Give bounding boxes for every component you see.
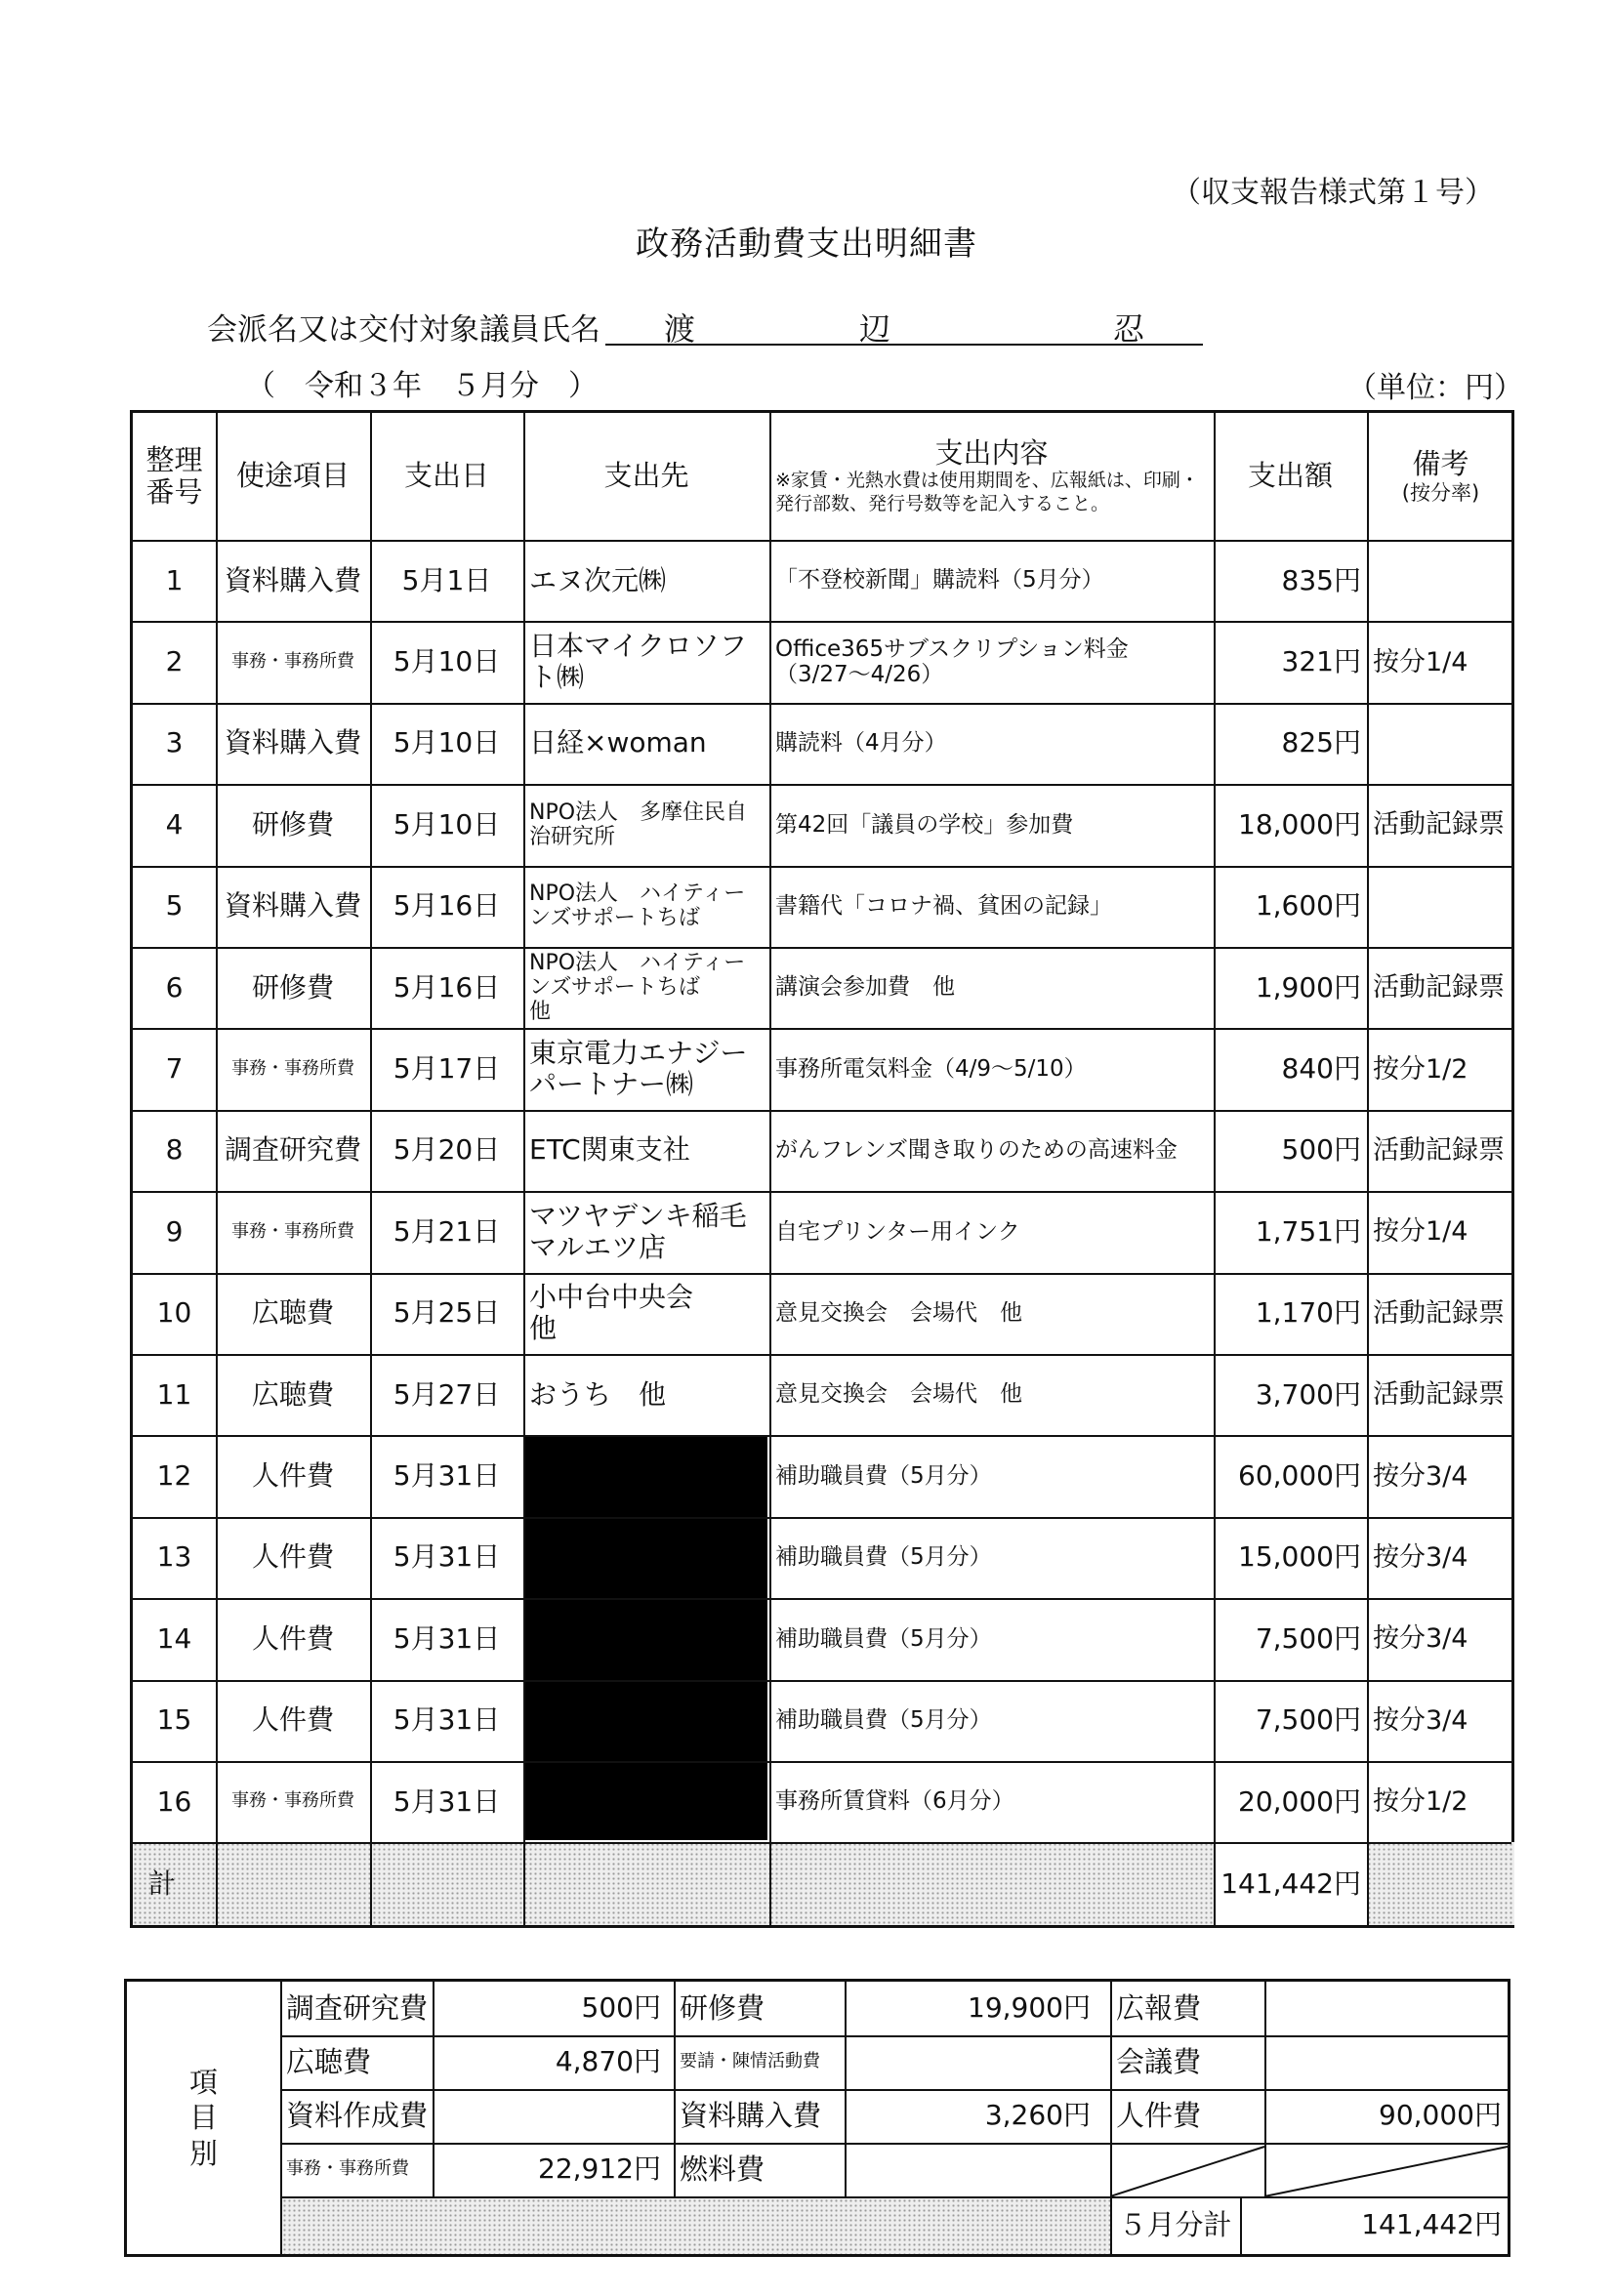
row-category: 人件費 — [251, 1703, 334, 1737]
row-date: 5月25日 — [393, 1296, 501, 1330]
header-date: 支出日 — [403, 459, 489, 493]
header-note-sub: (按分率) — [1401, 480, 1480, 505]
row-date: 5月16日 — [393, 970, 501, 1004]
total-row-shading — [769, 1842, 1214, 1925]
total-amount: 141,442円 — [1220, 1866, 1361, 1900]
summary-row-line — [280, 2089, 1508, 2091]
row-number: 2 — [165, 644, 184, 677]
summary-item-label: 研修費 — [680, 1990, 765, 2025]
expense-table — [130, 410, 1514, 1928]
diagonal-line — [1264, 2147, 1508, 2196]
header-content — [769, 413, 1214, 540]
name-char-3: 忍 — [1113, 310, 1145, 348]
row-date: 5月20日 — [393, 1133, 501, 1167]
row-number: 13 — [156, 1540, 192, 1574]
row-category: 事務・事務所費 — [231, 650, 354, 672]
unit-label: （単位：円） — [1347, 371, 1523, 405]
row-content: 意見交換会 会場代 他 — [775, 1381, 1022, 1408]
row-category: 人件費 — [251, 1621, 334, 1655]
table-row-line — [133, 1354, 1511, 1356]
row-number: 16 — [156, 1784, 192, 1818]
table-column-line — [769, 413, 771, 1925]
row-category: 事務・事務所費 — [231, 1057, 354, 1079]
row-date: 5月21日 — [393, 1214, 501, 1248]
summary-item-amount: 500円 — [581, 1991, 661, 2025]
row-amount: 825円 — [1281, 726, 1361, 759]
summary-item-amount — [1264, 2035, 1508, 2089]
row-number: 11 — [156, 1377, 192, 1411]
row-content: 購読料（4月分） — [775, 730, 947, 757]
table-column-line — [216, 413, 218, 1925]
row-content: 意見交換会 会場代 他 — [775, 1300, 1022, 1327]
row-payee: 日経×woman — [529, 726, 707, 759]
summary-item-label: 資料作成費 — [286, 2098, 429, 2132]
table-row-line — [133, 1028, 1511, 1030]
row-content: 事務所電気料金（4/9～5/10） — [775, 1055, 1087, 1082]
summary-shading — [282, 2198, 1110, 2254]
row-amount: 15,000円 — [1238, 1540, 1361, 1574]
row-amount: 321円 — [1281, 644, 1361, 677]
row-number: 14 — [156, 1621, 192, 1655]
table-row-line — [133, 621, 1511, 623]
row-note: 活動記録票 — [1373, 1297, 1505, 1329]
row-number: 1 — [165, 563, 184, 596]
form-number: （収支報告様式第１号） — [1172, 176, 1494, 210]
row-content: Office365サブスクリプション料金 （3/27～4/26） — [775, 636, 1129, 688]
summary-item-label: 資料購入費 — [680, 2098, 822, 2132]
table-row-line — [133, 1110, 1511, 1112]
row-note — [1367, 703, 1514, 784]
summary-item-label: 事務・事務所費 — [286, 2158, 409, 2180]
row-content: 事務所賃貸料（6月分） — [775, 1788, 1014, 1815]
header-no: 整理 番号 — [145, 442, 203, 509]
row-payee: NPO法人 多摩住民自治研究所 — [529, 800, 748, 849]
row-category: 広聴費 — [251, 1296, 334, 1330]
table-row-line — [133, 1842, 1511, 1844]
row-category: 資料購入費 — [224, 563, 361, 596]
summary-item-label: 燃料費 — [680, 2152, 765, 2186]
header-note — [1367, 413, 1514, 540]
row-date: 5月10日 — [393, 807, 501, 840]
row-number: 3 — [165, 726, 184, 759]
row-number: 10 — [156, 1296, 192, 1330]
row-amount: 3,700円 — [1255, 1377, 1361, 1411]
row-category: 事務・事務所費 — [231, 1790, 354, 1812]
summary-item-amount: 90,000円 — [1379, 2099, 1502, 2132]
row-amount: 7,500円 — [1255, 1621, 1361, 1655]
row-amount: 835円 — [1281, 563, 1361, 596]
table-row-line — [133, 1191, 1511, 1193]
table-row-line — [133, 947, 1511, 949]
row-note: 活動記録票 — [1373, 809, 1505, 840]
table-column-line — [523, 413, 525, 1925]
row-note: 活動記録票 — [1373, 972, 1505, 1004]
summary-item-label: 調査研究費 — [286, 1990, 429, 2025]
summary-item-label: 要請・陳情活動費 — [680, 2051, 820, 2072]
row-date: 5月10日 — [393, 644, 501, 677]
row-number: 5 — [165, 889, 184, 922]
row-amount: 1,170円 — [1255, 1296, 1361, 1330]
row-date: 5月10日 — [393, 726, 501, 759]
row-content: 補助職員費（5月分） — [775, 1707, 992, 1734]
table-row-line — [133, 866, 1511, 868]
row-note: 按分3/4 — [1373, 1623, 1468, 1655]
row-payee: おうち 他 — [529, 1377, 667, 1411]
table-column-line — [1367, 413, 1369, 1925]
table-column-line — [1214, 413, 1216, 1925]
row-note: 活動記録票 — [1373, 1134, 1505, 1166]
row-amount: 60,000円 — [1238, 1458, 1361, 1492]
row-content: 補助職員費（5月分） — [775, 1544, 992, 1571]
row-number: 4 — [165, 807, 184, 840]
row-number: 8 — [165, 1133, 184, 1167]
period: （ 令和３年 ５月分 ） — [246, 369, 598, 403]
row-note: 按分3/4 — [1373, 1704, 1468, 1736]
table-row-line — [133, 1517, 1511, 1519]
month-total-amount: 141,442円 — [1361, 2208, 1502, 2241]
summary-item-amount: 3,260円 — [984, 2099, 1091, 2132]
row-amount: 1,751円 — [1255, 1214, 1361, 1248]
summary-row-line — [280, 2035, 1508, 2037]
summary-item-label: 広聴費 — [286, 2044, 372, 2078]
row-category: 事務・事務所費 — [231, 1220, 354, 1242]
row-date: 5月31日 — [393, 1458, 501, 1492]
row-date: 5月31日 — [393, 1703, 501, 1737]
row-amount: 7,500円 — [1255, 1703, 1361, 1737]
table-row-line — [133, 1761, 1511, 1763]
summary-item-amount — [433, 2089, 667, 2143]
summary-side-label: 項 目 別 — [188, 2066, 218, 2170]
row-amount: 20,000円 — [1238, 1784, 1361, 1818]
header-content-note: ※家賃・光熱水費は使用期間を、広報紙は、印刷・発行部数、発行号数等を記入すること。 — [775, 469, 1199, 514]
row-amount: 500円 — [1281, 1133, 1361, 1167]
summary-column-line — [280, 1982, 282, 2254]
summary-row-line — [280, 2143, 1508, 2145]
row-payee: NPO法人 ハイティーンズサポートちば — [529, 881, 746, 931]
row-content: がんフレンズ聞き取りのための高速料金 — [775, 1137, 1178, 1164]
row-note — [1367, 540, 1514, 621]
header-amount: 支出額 — [1247, 459, 1333, 493]
row-amount: 18,000円 — [1238, 807, 1361, 840]
row-content: 自宅プリンター用インク — [775, 1218, 1020, 1245]
name-char-2: 辺 — [859, 310, 891, 348]
diagonal-line — [1110, 2147, 1264, 2196]
summary-item-amount: 4,870円 — [555, 2045, 661, 2078]
row-date: 5月27日 — [393, 1377, 501, 1411]
row-date: 5月31日 — [393, 1540, 501, 1574]
summary-column-line — [1110, 2196, 1112, 2254]
header-note-title: 備考 — [1412, 447, 1469, 481]
row-number: 7 — [165, 1051, 184, 1085]
row-payee: ETC関東支社 — [529, 1133, 690, 1167]
table-row-line — [133, 1435, 1511, 1437]
row-content: 補助職員費（5月分） — [775, 1625, 992, 1652]
header-content-title: 支出内容 — [934, 435, 1049, 470]
row-note: 按分1/4 — [1373, 646, 1468, 677]
row-amount: 1,900円 — [1255, 970, 1361, 1004]
row-payee: NPO法人 ハイティーンズサポートちば 他 — [529, 950, 746, 1025]
row-category: 調査研究費 — [224, 1133, 361, 1167]
name-char-1: 渡 — [664, 310, 696, 348]
empty-slot-diagonal — [1110, 2143, 1508, 2196]
row-number: 15 — [156, 1703, 192, 1737]
summary-item-label: 広報費 — [1116, 1990, 1202, 2025]
row-content: 講演会参加費 他 — [775, 974, 955, 1001]
table-row-line — [133, 1598, 1511, 1600]
summary-table — [124, 1979, 1510, 2257]
row-note: 按分3/4 — [1373, 1541, 1468, 1573]
month-total-label: ５月分計 — [1118, 2207, 1232, 2241]
total-row-shading — [523, 1842, 769, 1925]
total-label: 計 — [148, 1866, 177, 1900]
row-payee: エヌ次元㈱ — [529, 563, 667, 596]
summary-item-amount: 22,912円 — [538, 2152, 661, 2186]
row-number: 9 — [165, 1214, 184, 1248]
table-row-line — [133, 1680, 1511, 1682]
total-row-shading — [1367, 1842, 1514, 1925]
row-note — [1367, 866, 1514, 947]
row-payee: 日本マイクロソフト㈱ — [529, 629, 747, 694]
summary-item-amount — [845, 2035, 1096, 2089]
row-content: 「不登校新聞」購読料（5月分） — [775, 567, 1104, 594]
row-category: 広聴費 — [251, 1377, 334, 1411]
row-amount: 840円 — [1281, 1051, 1361, 1085]
table-row-line — [133, 703, 1511, 705]
summary-item-label: 会議費 — [1116, 2044, 1202, 2078]
row-date: 5月31日 — [393, 1621, 501, 1655]
row-payee: マツヤデンキ稲毛マルエツ店 — [529, 1199, 747, 1263]
row-note: 活動記録票 — [1373, 1379, 1505, 1411]
table-column-line — [370, 413, 372, 1925]
document-title: 政務活動費支出明細書 — [636, 225, 977, 264]
row-note: 按分1/2 — [1373, 1053, 1468, 1085]
row-date: 5月16日 — [393, 889, 501, 922]
summary-item-amount — [845, 2143, 1096, 2196]
summary-row-line — [280, 2196, 1508, 2198]
summary-item-amount: 19,900円 — [968, 1991, 1091, 2025]
row-category: 資料購入費 — [224, 889, 361, 922]
row-category: 研修費 — [251, 807, 334, 840]
row-note: 按分3/4 — [1373, 1460, 1468, 1492]
row-category: 研修費 — [251, 970, 334, 1004]
row-number: 12 — [156, 1458, 192, 1492]
row-content: 補助職員費（5月分） — [775, 1462, 992, 1489]
table-row-line — [133, 1273, 1511, 1275]
summary-item-amount — [1264, 1982, 1508, 2035]
row-date: 5月31日 — [393, 1784, 501, 1818]
row-date: 5月1日 — [401, 563, 492, 596]
header-payee: 支出先 — [603, 459, 689, 493]
row-payee: 小中台中央会 他 — [529, 1281, 694, 1345]
table-row-line — [133, 784, 1511, 786]
row-amount: 1,600円 — [1255, 889, 1361, 922]
row-category: 人件費 — [251, 1458, 334, 1492]
row-note: 按分1/2 — [1373, 1786, 1468, 1818]
summary-item-label: 人件費 — [1116, 2098, 1202, 2132]
row-content: 第42回「議員の学校」参加費 — [775, 811, 1074, 838]
summary-column-line — [1240, 2196, 1242, 2254]
header-category: 使途項目 — [235, 459, 350, 493]
redacted-payee-block — [525, 1437, 767, 1840]
name-label: 会派名又は交付対象議員氏名 — [207, 312, 600, 348]
row-date: 5月17日 — [393, 1051, 501, 1085]
row-category: 人件費 — [251, 1540, 334, 1574]
row-number: 6 — [165, 970, 184, 1004]
row-payee: 東京電力エナジーパートナー㈱ — [529, 1036, 748, 1101]
row-category: 資料購入費 — [224, 726, 361, 759]
table-row-line — [133, 540, 1511, 542]
row-content: 書籍代「コロナ禍、貧困の記録」 — [775, 893, 1112, 920]
row-note: 按分1/4 — [1373, 1216, 1468, 1248]
